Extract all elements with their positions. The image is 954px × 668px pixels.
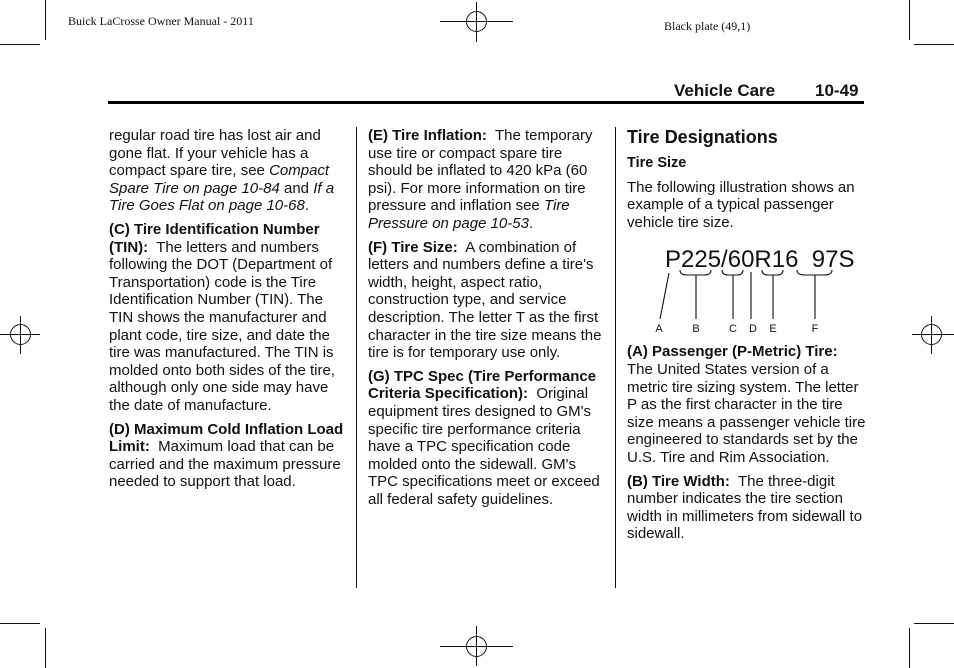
label-c: C — [729, 323, 737, 336]
intro-paragraph: The following illustration shows an example of a typical passenger vehicle tire size. — [627, 178, 855, 231]
column-divider-1 — [356, 127, 357, 588]
crop-mark-br-v — [909, 628, 910, 668]
tin-title: (C) Tire Identification Number (TIN): — [109, 220, 320, 256]
column-divider-2 — [615, 127, 616, 588]
crop-mark-tl-v — [45, 0, 46, 40]
tire-width-title: (B) Tire Width: — [627, 472, 730, 490]
crop-mark-bl-v — [45, 628, 46, 668]
tire-size-text: P225/60R16 97S — [665, 246, 855, 274]
paragraph-max-cold: (D) Maximum Cold Inflation Load Limit: Maximum load that can be carried and the maximum pressure needed to support that load. — [109, 420, 344, 491]
tire-size-figure — [627, 237, 867, 337]
paragraph-tpc: (G) TPC Spec (Tire Performance Criteria Specification): Original equipment tires designed to GM's specific tire performance criteria have a TPC specification code molded onto the sidewall. GM's TPC specifications meet or exceed all federal safety guidelines. — [368, 367, 600, 508]
paragraph-tire-width: (B) Tire Width: The three-digit number indicates the tire section width in millimeters from sidewall to sidewall. — [627, 472, 863, 543]
manual-title: Buick LaCrosse Owner Manual - 2011 — [68, 14, 254, 28]
section-title: Vehicle Care — [674, 81, 776, 100]
crop-mark-tr-h — [914, 44, 954, 45]
ref-compact-spare[interactable]: Compact Spare Tire on page 10-84 — [109, 162, 330, 197]
label-f: F — [811, 323, 819, 336]
label-a: A — [655, 323, 663, 336]
paragraph-tin: (C) Tire Identification Number (TIN): The letters and numbers following the DOT (Department of Transportation) code is the Tire Identification Number (TIN). The TIN shows the manufacturer and plant code, tire size, and date the tire was manufactured. The TIN is molded onto both sides of the tire, although only one side may have the date of manufacture. — [109, 220, 335, 414]
plate-label: Black plate (49,1) — [664, 19, 751, 33]
crop-mark-br-h — [914, 623, 954, 624]
tire-designations-heading: Tire Designations — [627, 127, 778, 147]
max-cold-title: (D) Maximum Cold Inflation Load Limit: — [109, 420, 344, 456]
label-e: E — [769, 323, 777, 336]
tire-size-diagram — [627, 237, 867, 337]
paragraph-tire-size: (F) Tire Size: A combination of letters and numbers define a tire's width, height, aspect ratio, construction type, and service description. The letter T as the first character in the tire size means the tire is for temporary use only. — [368, 238, 602, 362]
ref-tire-pressure[interactable]: Tire Pressure on page 10-53 — [368, 197, 570, 232]
page-number: 10-49 — [815, 81, 859, 100]
label-d: D — [749, 323, 757, 336]
header-rule — [108, 101, 864, 104]
column-3 — [627, 127, 867, 549]
crop-mark-tr-v — [909, 0, 910, 40]
tire-size-title: (F) Tire Size: — [368, 238, 458, 256]
tire-size-subheading: Tire Size — [627, 155, 687, 171]
ref-tire-flat[interactable]: If a Tire Goes Flat on page 10-68 — [109, 179, 335, 215]
paragraph-spare-tire: regular road tire has lost air and gone flat. If your vehicle has a compact spare tire, see Compact Spare Tire on page 10-84 and If a Tire Goes Flat on page 10-68. — [109, 127, 335, 215]
crop-mark-bl-h — [0, 623, 40, 624]
label-b: B — [692, 323, 700, 336]
tpc-title: (G) TPC Spec (Tire Performance Criteria Specification): — [368, 367, 597, 403]
paragraph-passenger: (A) Passenger (P-Metric) Tire: The United States version of a metric tire sizing system. The letter P as the first character in the tire size means a passenger vehicle tire engineered to standards set by the U.S. Tire and Rim Association. — [627, 343, 866, 466]
passenger-title: (A) Passenger (P-Metric) Tire: — [627, 343, 838, 361]
inflation-title: (E) Tire Inflation: — [368, 127, 487, 144]
crop-mark-tl-h — [0, 44, 40, 45]
column-1 — [109, 127, 345, 497]
paragraph-inflation: (E) Tire Inflation: The temporary use tire or compact spare tire should be inflated to 420 kPa (60 psi). For more information on tire pressure and inflation see Tire Pressure on page 10-53. — [368, 127, 593, 232]
column-2 — [368, 127, 604, 514]
